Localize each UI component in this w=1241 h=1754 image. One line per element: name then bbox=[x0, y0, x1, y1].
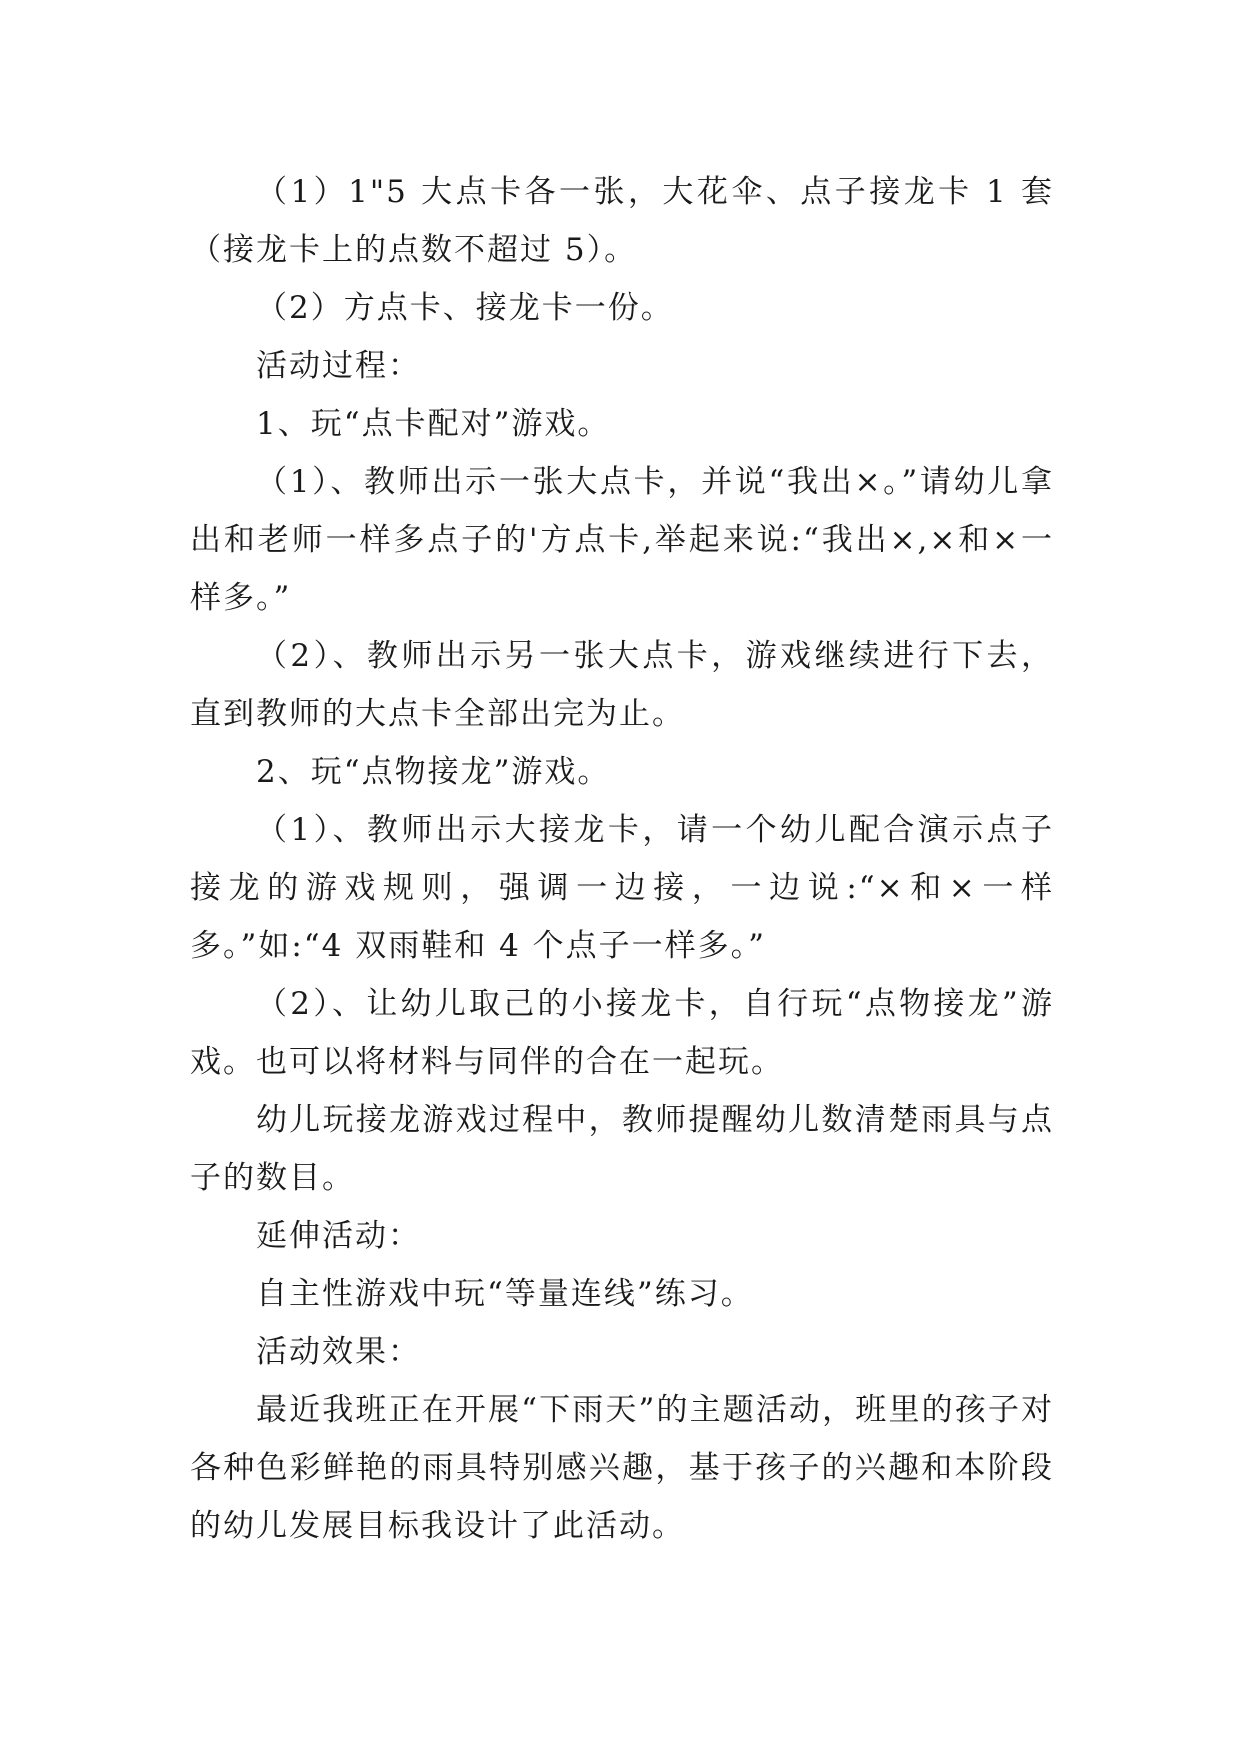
materials-item-2: （2）方点卡、接龙卡一份。 bbox=[256, 290, 674, 326]
step-1-heading: 1、玩“点卡配对”游戏。 bbox=[256, 406, 611, 442]
materials-item-1: （1）1"5 大点卡各一张，大花伞、点子接龙卡 1 套（接龙卡上的点数不超过 5）。 bbox=[190, 174, 1054, 268]
teacher-note: 幼儿玩接龙游戏过程中，教师提醒幼儿数清楚雨具与点子的数目。 bbox=[190, 1102, 1054, 1196]
effect-text: 最近我班正在开展“下雨天”的主题活动，班里的孩子对各种色彩鲜艳的雨具特别感兴趣，基于孩子的兴趣和本阶段的幼儿发展目标我设计了此活动。 bbox=[190, 1392, 1054, 1544]
section-heading-effect: 活动效果： bbox=[256, 1334, 421, 1370]
step-1-part-1: （1）、教师出示一张大点卡，并说“我出×。”请幼儿拿出和老师一样多点子的'方点卡,举起来说:“我出×,×和×一样多。” bbox=[190, 464, 1054, 616]
step-2-part-2: （2）、让幼儿取己的小接龙卡，自行玩“点物接龙”游戏。也可以将材料与同伴的合在一起玩。 bbox=[190, 986, 1054, 1080]
extension-text: 自主性游戏中玩“等量连线”练习。 bbox=[256, 1276, 754, 1312]
step-2-heading: 2、玩“点物接龙”游戏。 bbox=[256, 754, 611, 790]
step-1-part-2: （2）、教师出示另一张大点卡，游戏继续进行下去，直到教师的大点卡全部出完为止。 bbox=[190, 638, 1054, 732]
document-body bbox=[190, 163, 1054, 1555]
section-heading-process: 活动过程： bbox=[256, 348, 421, 384]
section-heading-extension: 延伸活动： bbox=[256, 1218, 421, 1254]
step-2-part-1: （1）、教师出示大接龙卡，请一个幼儿配合演示点子接龙的游戏规则，强调一边接，一边说:“×和×一样多。”如:“4 双雨鞋和 4 个点子一样多。” bbox=[190, 812, 1054, 964]
